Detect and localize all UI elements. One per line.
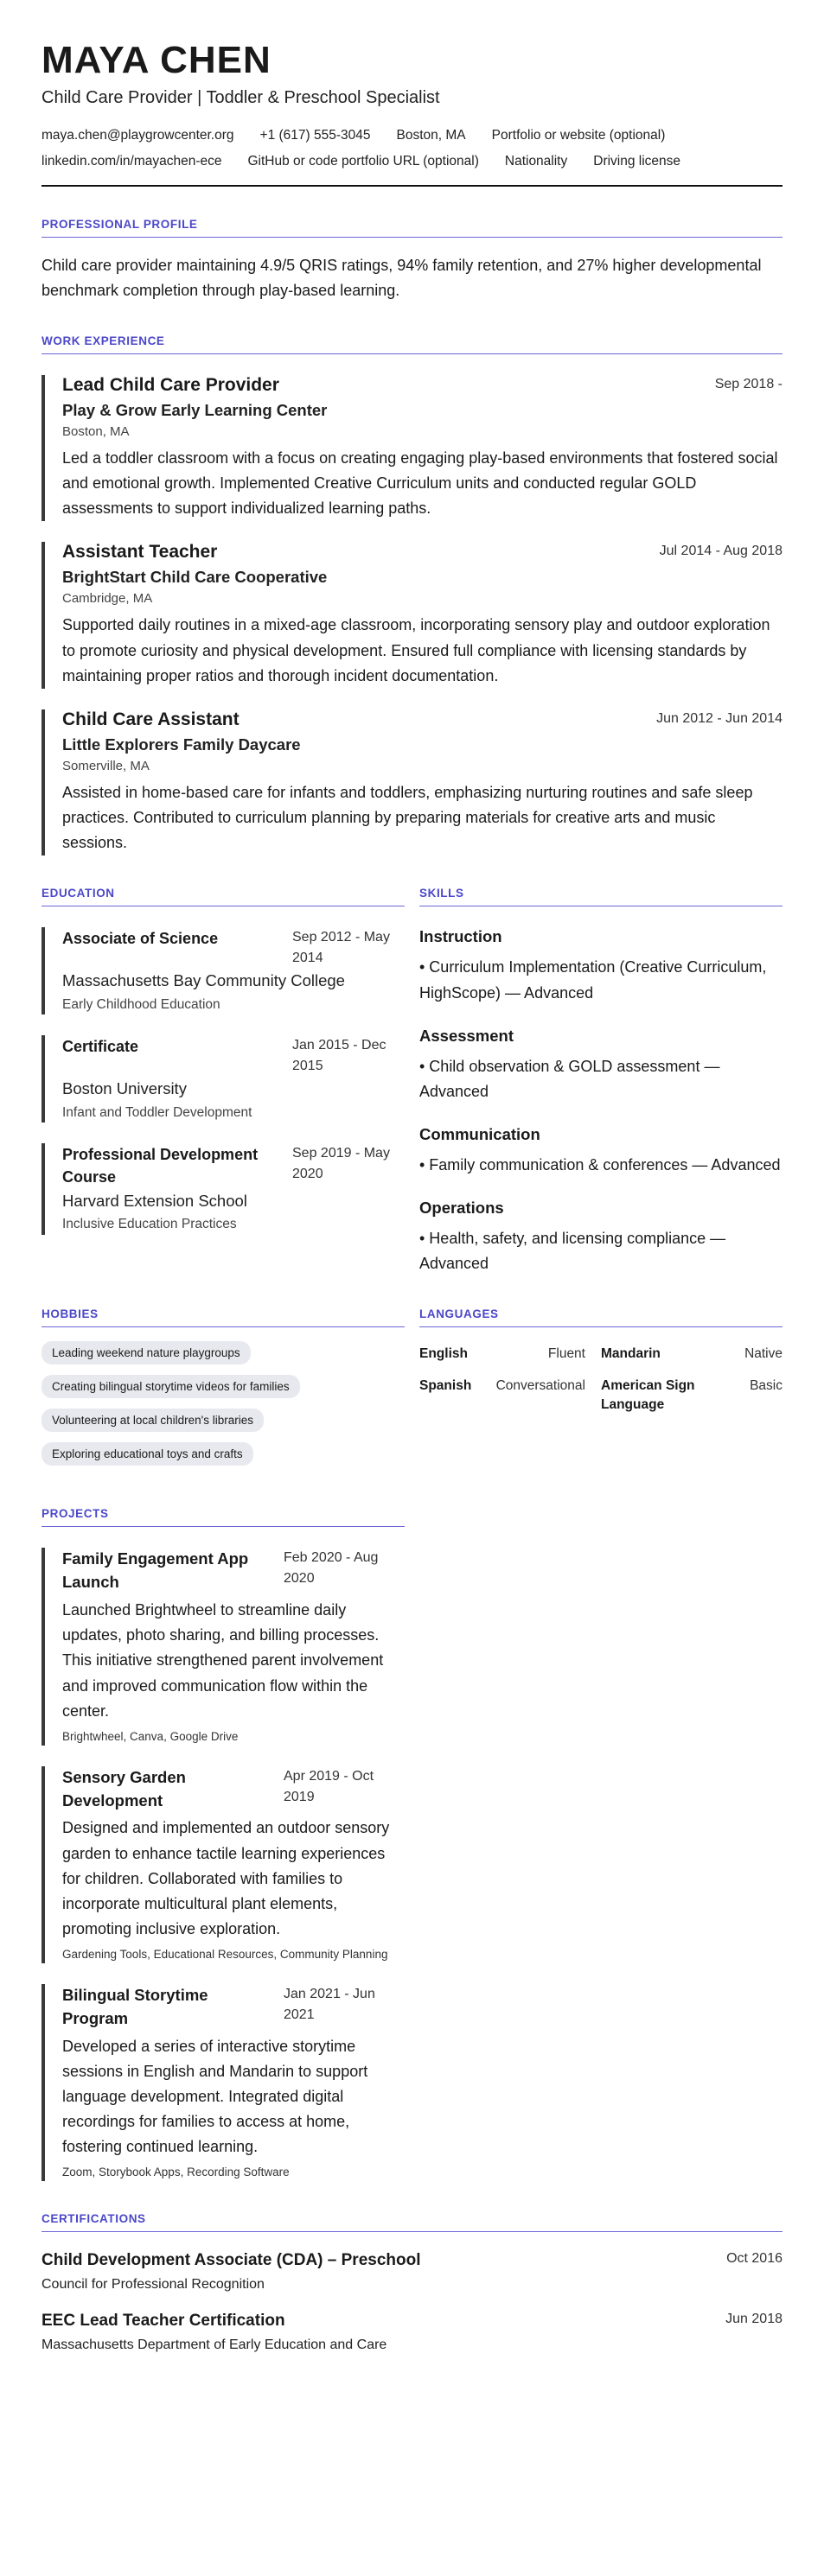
skill-group bbox=[419, 1199, 782, 1276]
job-title: Assistant Teacher bbox=[62, 542, 218, 563]
job-entry bbox=[42, 375, 782, 521]
education-field: Infant and Toddler Development bbox=[62, 1105, 252, 1121]
contact-info bbox=[42, 129, 782, 168]
education-degree: Certificate bbox=[62, 1038, 139, 1056]
job-location: Boston, MA bbox=[62, 423, 130, 439]
hobby-chip: Exploring educational toys and crafts bbox=[42, 1442, 253, 1466]
driving-license-text: Driving license bbox=[593, 153, 681, 169]
education-degree: Associate of Science bbox=[62, 930, 219, 948]
project-tools: Brightwheel, Canva, Google Drive bbox=[62, 1729, 239, 1743]
certification-entry bbox=[42, 2251, 782, 2293]
project-description: Launched Brightwheel to streamline daily updates, photo sharing, and billing processes. This initiative strengthened parent involvement and improved communication flow within the center. bbox=[62, 1601, 384, 1720]
section-title: LANGUAGES bbox=[419, 1307, 782, 1327]
hobbies-languages-row bbox=[42, 1307, 782, 1476]
project-title: Sensory Garden Development bbox=[62, 1767, 186, 1810]
language-item bbox=[601, 1345, 782, 1364]
hobbies-section bbox=[42, 1307, 405, 1476]
certification-org: Council for Professional Recognition bbox=[42, 2277, 265, 2293]
github-link[interactable]: GitHub or code portfolio URL (optional) bbox=[247, 153, 479, 169]
language-name: English bbox=[419, 1346, 468, 1362]
education-school: Harvard Extension School bbox=[62, 1191, 247, 1210]
skill-group bbox=[419, 927, 782, 1005]
project-date: Apr 2019 - Oct 2019 bbox=[284, 1768, 374, 1804]
job-location: Somerville, MA bbox=[62, 758, 150, 773]
contact-row-2 bbox=[42, 155, 782, 169]
skill-category: Operations bbox=[419, 1199, 504, 1218]
skills-section bbox=[419, 887, 782, 1276]
skill-group bbox=[419, 1027, 782, 1104]
language-list bbox=[419, 1345, 782, 1415]
job-company: BrightStart Child Care Cooperative bbox=[62, 568, 328, 587]
resume-header bbox=[42, 40, 782, 187]
profile-text: Child care provider maintaining 4.9/5 QRIS ratings, 94% family retention, and 27% higher developmental benchmark completion through play-based learning. bbox=[42, 257, 762, 300]
project-description: Developed a series of interactive storytime sessions in English and Mandarin to support language development. Integrated digital recordings for families to access at home, fostering continued learning. bbox=[62, 2037, 368, 2156]
section-title: HOBBIES bbox=[42, 1307, 405, 1327]
education-entry bbox=[42, 1035, 405, 1123]
certification-name: Child Development Associate (CDA) – Preschool bbox=[42, 2251, 421, 2270]
education-degree: Professional Development Course bbox=[62, 1146, 259, 1186]
job-date: Jun 2012 - Jun 2014 bbox=[656, 710, 782, 726]
job-description: Assisted in home-based care for infants and toddlers, emphasizing nurturing routines and safe sleep practices. Contributed to curriculum planning by preparing materials for creative arts and music sessions. bbox=[62, 783, 753, 852]
skill-item: • Child observation & GOLD assessment — Advanced bbox=[419, 1057, 720, 1100]
job-date: Sep 2018 - bbox=[714, 376, 782, 391]
education-entry bbox=[42, 927, 405, 1014]
certification-entry bbox=[42, 2312, 782, 2353]
skill-item: • Health, safety, and licensing compliance — Advanced bbox=[419, 1230, 726, 1273]
phone-text: +1 (617) 555-3045 bbox=[259, 128, 371, 143]
certification-date: Oct 2016 bbox=[726, 2251, 782, 2267]
education-date: Sep 2019 - May 2020 bbox=[292, 1146, 390, 1182]
project-entry bbox=[42, 1548, 405, 1745]
language-level: Basic bbox=[750, 1377, 782, 1393]
job-company: Little Explorers Family Daycare bbox=[62, 735, 301, 754]
hobby-chip: Leading weekend nature playgroups bbox=[42, 1341, 251, 1364]
job-title: Lead Child Care Provider bbox=[62, 374, 279, 395]
project-entry bbox=[42, 1766, 405, 1963]
section-title: CERTIFICATIONS bbox=[42, 2212, 782, 2232]
language-item bbox=[419, 1377, 601, 1415]
project-title: Family Engagement App Launch bbox=[62, 1549, 249, 1592]
education-skills-row bbox=[42, 887, 782, 1276]
language-name: American Sign Language bbox=[601, 1377, 695, 1413]
email-link[interactable]: maya.chen@playgrowcenter.org bbox=[42, 128, 234, 143]
hobby-list bbox=[42, 1341, 405, 1476]
skill-category: Assessment bbox=[419, 1026, 514, 1045]
job-location: Cambridge, MA bbox=[62, 591, 153, 607]
skill-category: Communication bbox=[419, 1125, 540, 1144]
project-tools: Gardening Tools, Educational Resources, Community Planning bbox=[62, 1948, 388, 1962]
job-entry bbox=[42, 542, 782, 688]
education-date: Sep 2012 - May 2014 bbox=[292, 930, 390, 966]
section-title: WORK EXPERIENCE bbox=[42, 334, 782, 354]
languages-section bbox=[419, 1307, 782, 1476]
certifications-section bbox=[42, 2212, 782, 2353]
education-section bbox=[42, 887, 405, 1276]
job-entry bbox=[42, 709, 782, 855]
linkedin-link[interactable]: linkedin.com/in/mayachen-ece bbox=[42, 153, 222, 169]
candidate-name: MAYA CHEN bbox=[42, 39, 271, 81]
language-level: Fluent bbox=[547, 1346, 585, 1362]
certification-org: Massachusetts Department of Early Education and Care bbox=[42, 2337, 387, 2353]
header-divider bbox=[42, 185, 782, 187]
job-date: Jul 2014 - Aug 2018 bbox=[659, 544, 782, 559]
skill-category: Instruction bbox=[419, 927, 502, 946]
hobby-chip: Volunteering at local children's libraries bbox=[42, 1409, 264, 1432]
education-entry bbox=[42, 1143, 405, 1234]
experience-section bbox=[42, 334, 782, 855]
language-item bbox=[419, 1345, 601, 1364]
education-field: Early Childhood Education bbox=[62, 997, 220, 1013]
candidate-subtitle: Child Care Provider | Toddler & Preschool Specialist bbox=[42, 88, 440, 108]
job-title: Child Care Assistant bbox=[62, 709, 240, 729]
language-level: Conversational bbox=[495, 1377, 585, 1393]
language-item bbox=[601, 1377, 782, 1415]
projects-row bbox=[42, 1507, 782, 2181]
nationality-text: Nationality bbox=[504, 153, 568, 169]
projects-section bbox=[42, 1507, 405, 2181]
job-description: Led a toddler classroom with a focus on creating engaging play-based environments that fostered social and emotional growth. Implemented Creative Curriculum units and conducted regular GOLD assessments to support individualized learning paths. bbox=[62, 448, 778, 518]
job-company: Play & Grow Early Learning Center bbox=[62, 400, 328, 419]
skill-item: • Curriculum Implementation (Creative Curriculum, HighScope) — Advanced bbox=[419, 958, 767, 1002]
language-name: Mandarin bbox=[601, 1346, 661, 1362]
section-title: PROJECTS bbox=[42, 1507, 405, 1527]
education-date: Jan 2015 - Dec 2015 bbox=[292, 1038, 386, 1074]
contact-row-1 bbox=[42, 129, 782, 143]
portfolio-link[interactable]: Portfolio or website (optional) bbox=[491, 128, 666, 143]
project-description: Designed and implemented an outdoor sensory garden to enhance tactile learning experiences for children. Collaborated with families to incorporate multicultural plant elements, promoting inclusive exploration. bbox=[62, 1819, 390, 1938]
section-title: EDUCATION bbox=[42, 887, 405, 906]
education-school: Massachusetts Bay Community College bbox=[62, 971, 345, 990]
project-entry bbox=[42, 1984, 405, 2181]
language-level: Native bbox=[744, 1346, 782, 1362]
project-date: Feb 2020 - Aug 2020 bbox=[284, 1550, 379, 1587]
hobby-chip: Creating bilingual storytime videos for families bbox=[42, 1375, 300, 1398]
location-text: Boston, MA bbox=[396, 128, 466, 143]
section-title: SKILLS bbox=[419, 887, 782, 906]
project-tools: Zoom, Storybook Apps, Recording Software bbox=[62, 2166, 290, 2179]
project-title: Bilingual Storytime Program bbox=[62, 1986, 208, 2027]
education-school: Boston University bbox=[62, 1079, 187, 1098]
certification-date: Jun 2018 bbox=[725, 2312, 782, 2327]
project-date: Jan 2021 - Jun 2021 bbox=[284, 1987, 375, 2023]
section-title: PROFESSIONAL PROFILE bbox=[42, 218, 782, 238]
skill-group bbox=[419, 1125, 782, 1178]
skill-item: • Family communication & conferences — Advanced bbox=[419, 1156, 781, 1174]
language-name: Spanish bbox=[419, 1377, 472, 1393]
profile-section bbox=[42, 218, 782, 303]
certification-name: EEC Lead Teacher Certification bbox=[42, 2312, 285, 2331]
job-description: Supported daily routines in a mixed-age classroom, incorporating sensory play and outdoor exploration to promote curiosity and physical development. Ensured full compliance with licensing standards by maintaining proper ratios and thorough incident documentation. bbox=[62, 616, 770, 684]
empty-column bbox=[419, 1507, 782, 2181]
education-field: Inclusive Education Practices bbox=[62, 1217, 237, 1232]
